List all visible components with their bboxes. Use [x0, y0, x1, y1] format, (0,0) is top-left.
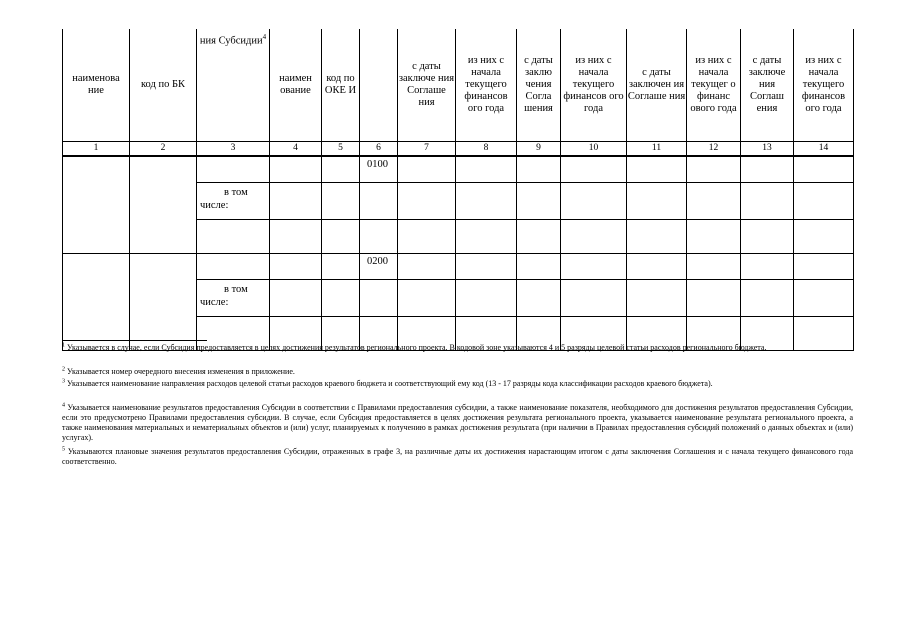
- column-number: 14: [794, 142, 854, 157]
- table-cell: [794, 254, 854, 280]
- including-label: [197, 280, 270, 317]
- col-header-3: [197, 29, 270, 142]
- table-cell: [741, 183, 794, 220]
- including-line-1: в том: [224, 284, 248, 295]
- col-header-14: из них с начала текущего финансов ого года: [794, 29, 854, 142]
- table-cell: [456, 280, 517, 317]
- table-row: [63, 254, 854, 280]
- footnote-1: [62, 343, 853, 353]
- table-cell: [322, 254, 360, 280]
- table-cell: [130, 156, 197, 254]
- column-number: 12: [687, 142, 741, 157]
- table-cell: [456, 156, 517, 183]
- col-header-4: наимен ование: [270, 29, 322, 142]
- table-cell: [322, 280, 360, 317]
- column-number: 7: [398, 142, 456, 157]
- table-cell: [794, 280, 854, 317]
- column-number: 4: [270, 142, 322, 157]
- table-cell: [627, 183, 687, 220]
- table-cell: [63, 156, 130, 254]
- col-header-7: с даты заключе ния Соглаше ния: [398, 29, 456, 142]
- footnote-3: [62, 379, 853, 389]
- table-cell: [456, 254, 517, 280]
- col-header-5: код по ОКЕ И: [322, 29, 360, 142]
- footnote-text: Указывается номер очередного внесения изменения в приложение.: [67, 367, 295, 376]
- table-cell: [561, 254, 627, 280]
- table-cell: [794, 156, 854, 183]
- column-number: 1: [63, 142, 130, 157]
- col-header-13: с даты заключе ния Соглаш ения: [741, 29, 794, 142]
- footnote-4: [62, 403, 853, 443]
- table-cell: [794, 220, 854, 254]
- col-header-6: [360, 29, 398, 142]
- column-number: 10: [561, 142, 627, 157]
- table-cell: [687, 280, 741, 317]
- col-header-10: из них с начала текущего финансов ого года: [561, 29, 627, 142]
- table-cell: [561, 280, 627, 317]
- table-cell: [517, 254, 561, 280]
- footnote-mark-4: 4: [262, 33, 267, 41]
- table-cell: [360, 220, 398, 254]
- footnote-2: [62, 367, 853, 377]
- table-cell: [687, 156, 741, 183]
- table-cell: [398, 254, 456, 280]
- table-cell: [456, 183, 517, 220]
- table-cell: [398, 220, 456, 254]
- column-number: 9: [517, 142, 561, 157]
- row-code: 0200: [360, 254, 398, 280]
- table-row: [63, 156, 854, 183]
- footnote-text: Указывается наименование направления расходов целевой статьи расходов краевого бюджета и соответствующий ему код (13 - 17 разряды кода классификации расходов краевого бюджета).: [67, 379, 713, 388]
- table-cell: [270, 156, 322, 183]
- table-cell: [517, 156, 561, 183]
- table-cell: [270, 280, 322, 317]
- table-cell: [360, 183, 398, 220]
- column-number: 13: [741, 142, 794, 157]
- footnote-mark: 1: [62, 342, 65, 349]
- table-cell: [741, 156, 794, 183]
- table-cell: [197, 220, 270, 254]
- table-cell: [741, 280, 794, 317]
- table-cell: [561, 156, 627, 183]
- table-cell: [270, 220, 322, 254]
- table-cell: [270, 254, 322, 280]
- table-cell: [627, 156, 687, 183]
- table-cell: [398, 280, 456, 317]
- table-cell: [398, 183, 456, 220]
- table-cell: [63, 254, 130, 351]
- col-header-3-text: ния Субсидии: [199, 35, 263, 47]
- table-cell: [517, 183, 561, 220]
- footnote-mark: 5: [62, 446, 65, 453]
- column-number: 6: [360, 142, 398, 157]
- table-cell: [561, 220, 627, 254]
- table-cell: [741, 254, 794, 280]
- table-cell: [627, 220, 687, 254]
- including-label: [197, 183, 270, 220]
- table-cell: [197, 156, 270, 183]
- including-line-2: числе:: [200, 297, 229, 308]
- footnote-text: Указывается наименование результатов предоставления Субсидии в соответствии с Правилами предоставления субсидии, а также наименование показателя, необходимого для достижения результатов предоставления Субсидии, если это предусмотрено Правилами предоставления субсидии. В случае, если Субсидия предоставляется в целях достижения результата регионального проекта, указывается наименование результата регионального проекта, а также наименования материальных и нематериальных объектов и (или) услуг, планируемых к получению в рамках достижения результата (при наличии в Правилах предоставления субсидий положений о данных объектах и (или) услугах).: [62, 403, 854, 442]
- column-number: 2: [130, 142, 197, 157]
- footnote-mark: 4: [62, 402, 65, 409]
- col-header-8: из них с начала текущего финансов ого года: [456, 29, 517, 142]
- table-cell: [561, 183, 627, 220]
- table-cell: [456, 220, 517, 254]
- including-line-1: в том: [224, 187, 248, 198]
- results-table: [62, 29, 854, 351]
- col-header-12: из них с начала текущег о финанс ового года: [687, 29, 741, 142]
- table-cell: [360, 280, 398, 317]
- table-cell: [322, 220, 360, 254]
- table-cell: [322, 183, 360, 220]
- table-cell: [687, 183, 741, 220]
- row-code: 0100: [360, 156, 398, 183]
- footnote-mark: 2: [62, 366, 65, 373]
- table-cell: [398, 156, 456, 183]
- table-cell: [270, 183, 322, 220]
- col-header-1: наименова ние: [63, 29, 130, 142]
- table-cell: [794, 183, 854, 220]
- table-cell: [687, 254, 741, 280]
- column-number: 3: [197, 142, 270, 157]
- col-header-2: код по БК: [130, 29, 197, 142]
- footnote-separator: [62, 340, 207, 341]
- including-line-2: числе:: [200, 200, 229, 211]
- col-header-11: с даты заключен ия Соглаше ния: [627, 29, 687, 142]
- col-header-9: с даты заклю чения Согла шения: [517, 29, 561, 142]
- footnote-text: Указывается в случае, если Субсидия предоставляется в целях достижения результатов регионального проекта. В кодовой зоне указываются 4 и 5 разряды целевой статьи расходов регионального бюджета.: [67, 343, 767, 352]
- table-cell: [130, 254, 197, 351]
- column-number-row: [63, 142, 854, 157]
- table-cell: [322, 156, 360, 183]
- table-cell: [687, 220, 741, 254]
- table-cell: [197, 254, 270, 280]
- footnote-mark: 3: [62, 378, 65, 385]
- footnote-5: [62, 447, 853, 467]
- table-cell: [517, 220, 561, 254]
- column-number: 11: [627, 142, 687, 157]
- header-row: [63, 29, 854, 142]
- table-cell: [627, 254, 687, 280]
- table-cell: [627, 280, 687, 317]
- table-cell: [517, 280, 561, 317]
- column-number: 5: [322, 142, 360, 157]
- footnote-text: Указываются плановые значения результатов предоставления Субсидии, отраженных в графе 3, на различные даты их достижения нарастающим итогом с даты заключения Соглашения и с начала текущего финансового года соответственно.: [62, 447, 854, 466]
- column-number: 8: [456, 142, 517, 157]
- table-cell: [741, 220, 794, 254]
